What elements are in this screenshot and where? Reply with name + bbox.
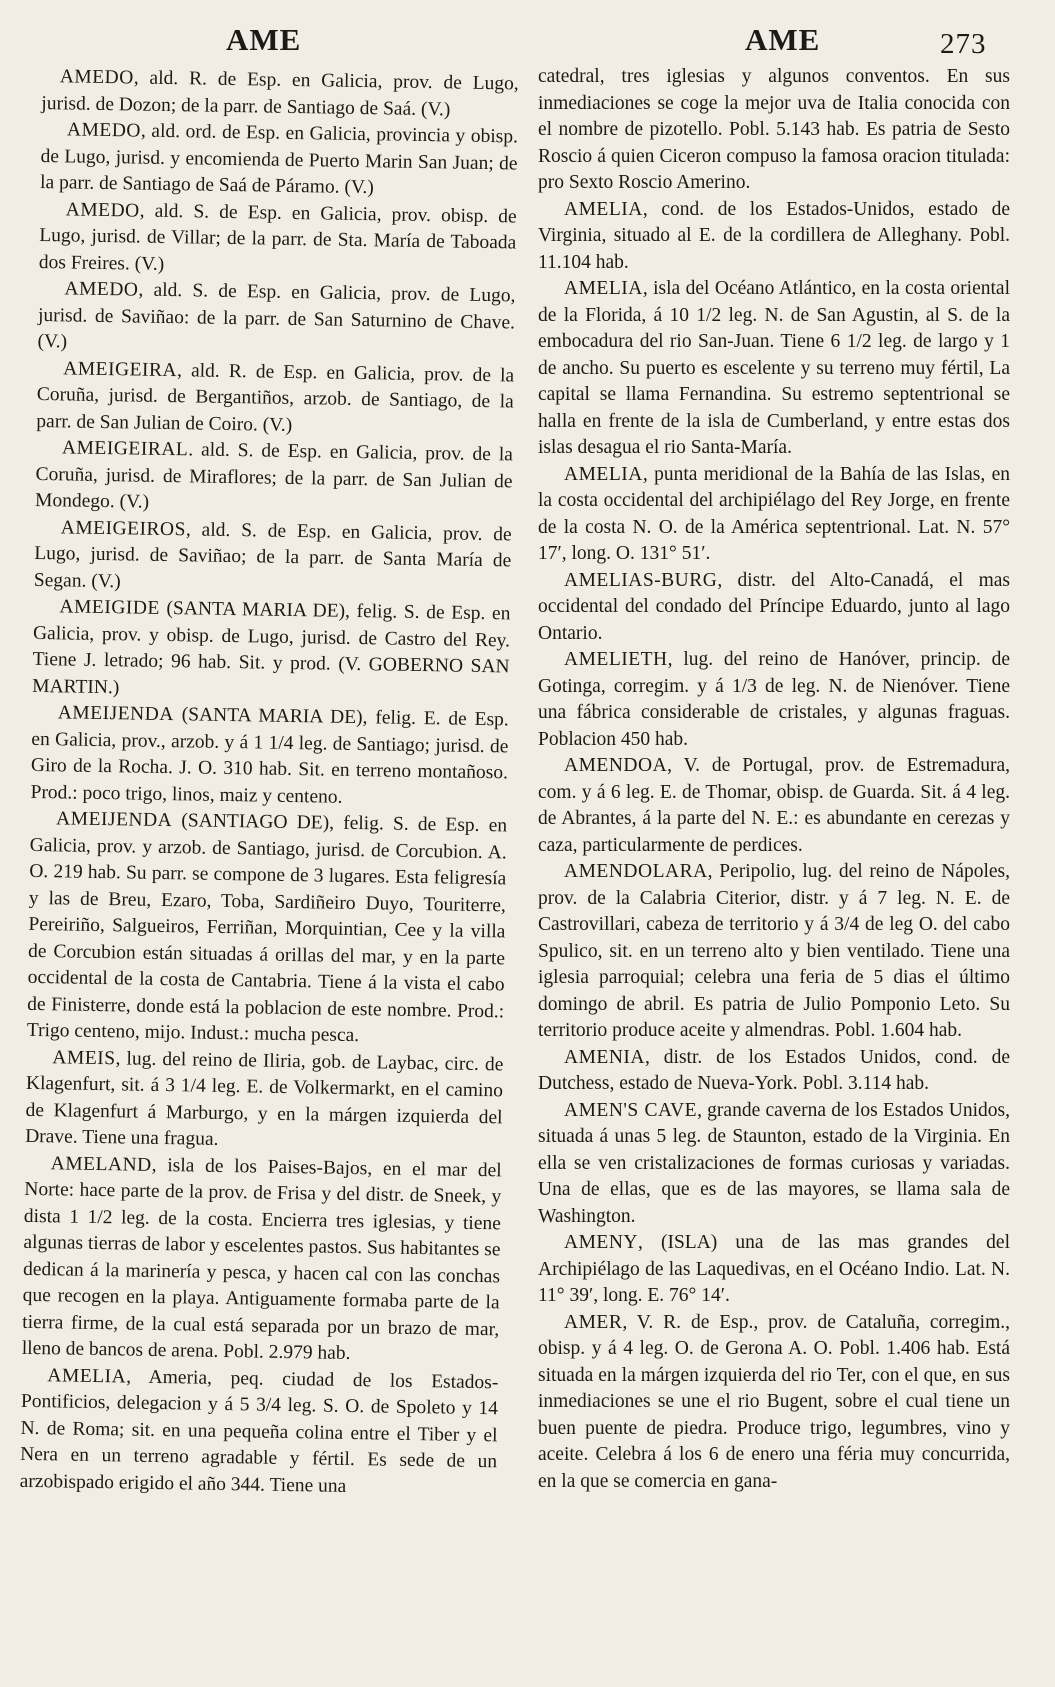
dictionary-entry: [538, 1098, 1010, 1231]
dictionary-entry: [538, 276, 1010, 462]
dictionary-entry: [30, 700, 509, 813]
entry-text: , grande caverna de los Estados Unidos, situada á unas 5 leg. de Staunton, estado de la Virginia. En ella se ven cristalizaciones de formas curiosas y variadas. Una de ellas, que es de las mayores, se llama sala de Washington.: [538, 1099, 1010, 1227]
entry-text: , ald. R. de Esp. en Galicia, prov. de la Coruña, jurisd. de Bergantiños, arzob. de Santiago, de la parr. de San Julian de Coiro. (V.): [36, 359, 515, 436]
entry-headword: AMEDO: [66, 119, 142, 142]
dictionary-entry: [41, 64, 519, 124]
entry-text: , isla de los Paises-Bajos, en el mar del Norte: hace parte de la prov. de Frisa y del distr. de Sneek, y dista 1 1/2 leg. de la costa. Encierra tres iglesias, y tiene algunas tierras de labor y escelentes pastos. Sus habitantes se dedican á la marinería y pesca, y hacen cal con las conchas que recogen en la playa. Antiguamente formaba parte de la tierra firme, de la cual está separada por un brazo de mar, lleno de bancos de arena. Pobl. 2.979 hab.: [21, 1154, 502, 1365]
dictionary-entry: [538, 568, 1010, 648]
entry-text: , Peripolio, lug. del reino de Nápoles, prov. de la Calabria Citerior, distr. y á 7 leg. N. E. de Castrovillari, cabeza de territorio y á 3/4 de leg O. del cabo Spulico, sit. en un terreno alto y bien ventilado. Tiene una iglesia parroquial; celebra una feria de 5 dias el último domingo de abril. Es patria de Julio Pomponio Leto. Su territorio produce aceite y almendras. Pobl. 1.604 hab.: [538, 861, 1010, 1041]
entry-headword: AMEIS: [52, 1046, 116, 1069]
entry-headword: AMENIA: [564, 1046, 645, 1068]
entry-text: , ald. S. de Esp. en Galicia, prov. obisp. de Lugo, jurisd. de Villar; de la parr. de Sta. María de Taboada dos Freires. (V.): [38, 200, 517, 275]
dictionary-entry: [34, 514, 512, 601]
dictionary-entry: [538, 197, 1010, 277]
dictionary-entry: [35, 435, 513, 522]
dictionary-entry: [25, 1044, 504, 1157]
dictionary-entry: [538, 1230, 1010, 1310]
entry-headword: AMELIETH: [564, 649, 668, 670]
entry-text: , distr. del Alto-Canadá, el mas occidental del condado del Príncipe Eduardo, junto al lago Ontario.: [538, 569, 1010, 644]
entry-headword: AMELIAS-BURG: [564, 569, 718, 591]
entry-headword: AMELIA: [564, 463, 643, 485]
entry-text: , V. R. de Esp., prov. de Cataluña, corregim., obisp. y á 4 leg. O. de Gerona A. O. Pobl. 1.406 hab. Está situada en la márgen izquierda del rio Ter, con el que, en sus inmediaciones se une el rio Bugent, sobre el cual tiene un buen puente de piedra. Produce trigo, legumbres, vino y aceite. Celebra á los 6 de enero una féria muy concurrida, en la que se comercia en gana-: [538, 1311, 1010, 1492]
dictionary-entry: [37, 276, 515, 363]
entry-headword: AMEIJENDA: [55, 808, 173, 832]
entry-text: (SANTA MARIA DE), felig. E. de Esp. en Galicia, prov., arzob. y á 1 1/4 leg. de Santiago; jurisd. de Giro de la Rocha. J. O. 310 hab. Sit. en terreno montañoso. Prod.: poco trigo, linos, maiz y centeno.: [30, 704, 509, 808]
dictionary-entry: [538, 647, 1010, 753]
entry-text: , isla del Océano Atlántico, en la costa oriental de la Florida, á 10 1/2 leg. N. de San Agustin, al S. de la embocadura del rio San-Juan. Tiene 6 1/2 leg. de largo y 1 de ancho. Su puerto es escelente y su terreno muy fértil, La capital se llama Fernandina. Su estremo septentrional se halla en frente de la isla de Cumberland, y entre estas dos islas desagua el rio Santa-María.: [538, 278, 1010, 458]
dictionary-entry: [538, 64, 1010, 197]
running-head-left: AME: [226, 22, 302, 57]
entry-headword: AMEIGIDE: [59, 596, 161, 619]
entry-headword: AMELAND: [50, 1152, 152, 1176]
entry-text: , ald. S. de Esp. en Galicia, prov. de Lugo, jurisd. de Saviñao: de la parr. de San Saturnino de Chave. (V.): [37, 279, 516, 353]
entry-headword: AMEDO: [65, 198, 140, 222]
dictionary-entry: [27, 806, 508, 1052]
dictionary-entry: [36, 355, 514, 442]
page-number: 273: [940, 28, 987, 60]
dictionary-entry: [40, 117, 518, 204]
entry-text: , cond. de los Estados-Unidos, estado de Virginia, situado al E. de la cordillera de Alleghany. Pobl. 11.104 hab.: [538, 198, 1010, 273]
dictionary-entry: [538, 859, 1010, 1045]
entry-headword: AMEIGEIROS: [60, 516, 187, 540]
entry-headword: AMER: [564, 1311, 623, 1333]
entry-text: , punta meridional de la Bahía de las Islas, en la costa occidental del archipiélago del Rey Jorge, en frente de la costa N. O. de la América septentrional. Lat. N. 57° 17′, long. O. 131° 51′.: [538, 463, 1010, 564]
dictionary-entry: [538, 753, 1010, 859]
entry-headword: AMELIA: [564, 198, 643, 220]
dictionary-entry: [20, 1362, 499, 1502]
dictionary-entry: [538, 1045, 1010, 1098]
dictionary-entry: [538, 1310, 1010, 1496]
left-column: [20, 64, 519, 1502]
entry-text: , (ISLA) una de las mas grandes del Archipiélago de las Laquedivas, en el Océano Indio. Lat. N. 11° 39′, long. E. 76° 14′.: [538, 1232, 1010, 1306]
entry-headword: AMELIA: [47, 1364, 127, 1387]
entry-text: , V. de Portugal, prov. de Estremadura, com. y á 6 leg. E. de Thomar, obisp. de Guarda. Sit. á 4 leg. de Abrantes, á la parte del N. E.: es abundante en cerezas y caza, particularmente de perdices.: [538, 755, 1010, 856]
entry-text: , distr. de los Estados Unidos, cond. de Dutchess, estado de Nueva-York. Pobl. 3.114 hab.: [538, 1046, 1010, 1094]
entry-headword: AMEIGEIRAL: [61, 437, 189, 461]
page-header: [0, 22, 1055, 70]
entry-text: , lug. del reino de Hanóver, princip. de Gotinga, corregim. y á 1/3 de leg. N. de Nienóver. Tiene una fábrica considerable de cristales, y algunas fraguas. Poblacion 450 hab.: [538, 649, 1010, 750]
entry-text: , ald. S. de Esp. en Galicia, prov. de Lugo, jurisd. de Saviñao; de la parr. de Santa María de Segan. (V.): [33, 518, 512, 592]
entry-headword: AMENDOLARA: [564, 861, 708, 882]
dictionary-entry: [22, 1150, 502, 1369]
entry-text: (SANTIAGO DE), felig. S. de Esp. en Galicia, prov. y arzob. de Santiago, jurisd. de Corcubion. A. O. 219 hab. Su parr. se compone de 3 lugares. Esta feligresía y las de Breu, Ezaro, Toba, Sardiñeiro Duyo, Touriterre, Pereiriño, Salgueiros, Ferriñan, Morquintian, Cee y la villa de Corcubion están situadas á orillas del mar, y en la parte occidental de la costa de Cantabria. Tiene á la vista el cabo de Finisterre, donde está la poblacion de este nombre. Prod.: Trigo centeno, mijo. Indust.: mucha pesca.: [26, 810, 508, 1047]
right-column: [538, 64, 1010, 1495]
entry-headword: AMENDOA: [564, 755, 668, 776]
dictionary-entry: [39, 196, 517, 283]
entry-text: , ald. R. de Esp. en Galicia, prov. de Lugo, jurisd. de Dozon; de la parr. de Santiago de Saá. (V.): [41, 67, 519, 120]
entry-headword: AMEDO: [59, 66, 134, 89]
entry-headword: AMEIGEIRA: [63, 357, 178, 381]
running-head-right: AME: [745, 22, 821, 57]
entry-text: catedral, tres iglesias y algunos conventos. En sus inmediaciones se coge la mejor uva de Italia conocida con el nombre de pizotello. Pobl. 5.143 hab. Es patria de Sesto Roscio á quien Ciceron compuso la famosa oracion titulada: pro Sexto Roscio Amerino.: [538, 66, 1010, 193]
entry-headword: AMEN'S CAVE: [564, 1099, 698, 1121]
entry-text: , ald. ord. de Esp. en Galicia, provincia y obisp. de Lugo, jurisd. y encomienda de Puerto Marin San Juan; de la parr. de Santiago de Saá de Páramo. (V.): [39, 120, 519, 199]
entry-headword: AMENY: [564, 1232, 638, 1253]
dictionary-entry: [538, 462, 1010, 568]
dictionary-entry: [32, 594, 511, 707]
entry-text: , lug. del reino de Iliria, gob. de Laybac, circ. de Klagenfurt, sit. á 3 1/4 leg. E. de Volkermarkt, en el camino de Klagenfurt á Marburgo, y en la márgen izquierda del Drave. Tiene una fragua.: [24, 1047, 504, 1150]
entry-headword: AMEIJENDA: [57, 702, 175, 726]
entry-headword: AMEDO: [64, 278, 139, 301]
entry-text: . ald. S. de Esp. en Galicia, prov. de la Coruña, jurisd. de Miraflores; de la parr. de San Julian de Mondego. (V.): [34, 439, 514, 513]
entry-text: (SANTA MARIA DE), felig. S. de Esp. en Galicia, prov. y obisp. de Lugo, jurisd. de Castro del Rey. Tiene J. letrado; 96 hab. Sit. y prod. (V. GOBERNO SAN MARTIN.): [32, 597, 511, 698]
entry-headword: AMELIA: [564, 278, 643, 299]
entry-text: , Ameria, peq. ciudad de los Estados-Pontificios, delegacion y á 5 3/4 leg. S. O. de Spoleto y 14 N. de Roma; sit. en una pequeña colina entre el Tiber y el Nera en un terreno agradable y fértil. Es sede de un arzobispado erigido el año 344. Tiene una: [19, 1365, 499, 1497]
